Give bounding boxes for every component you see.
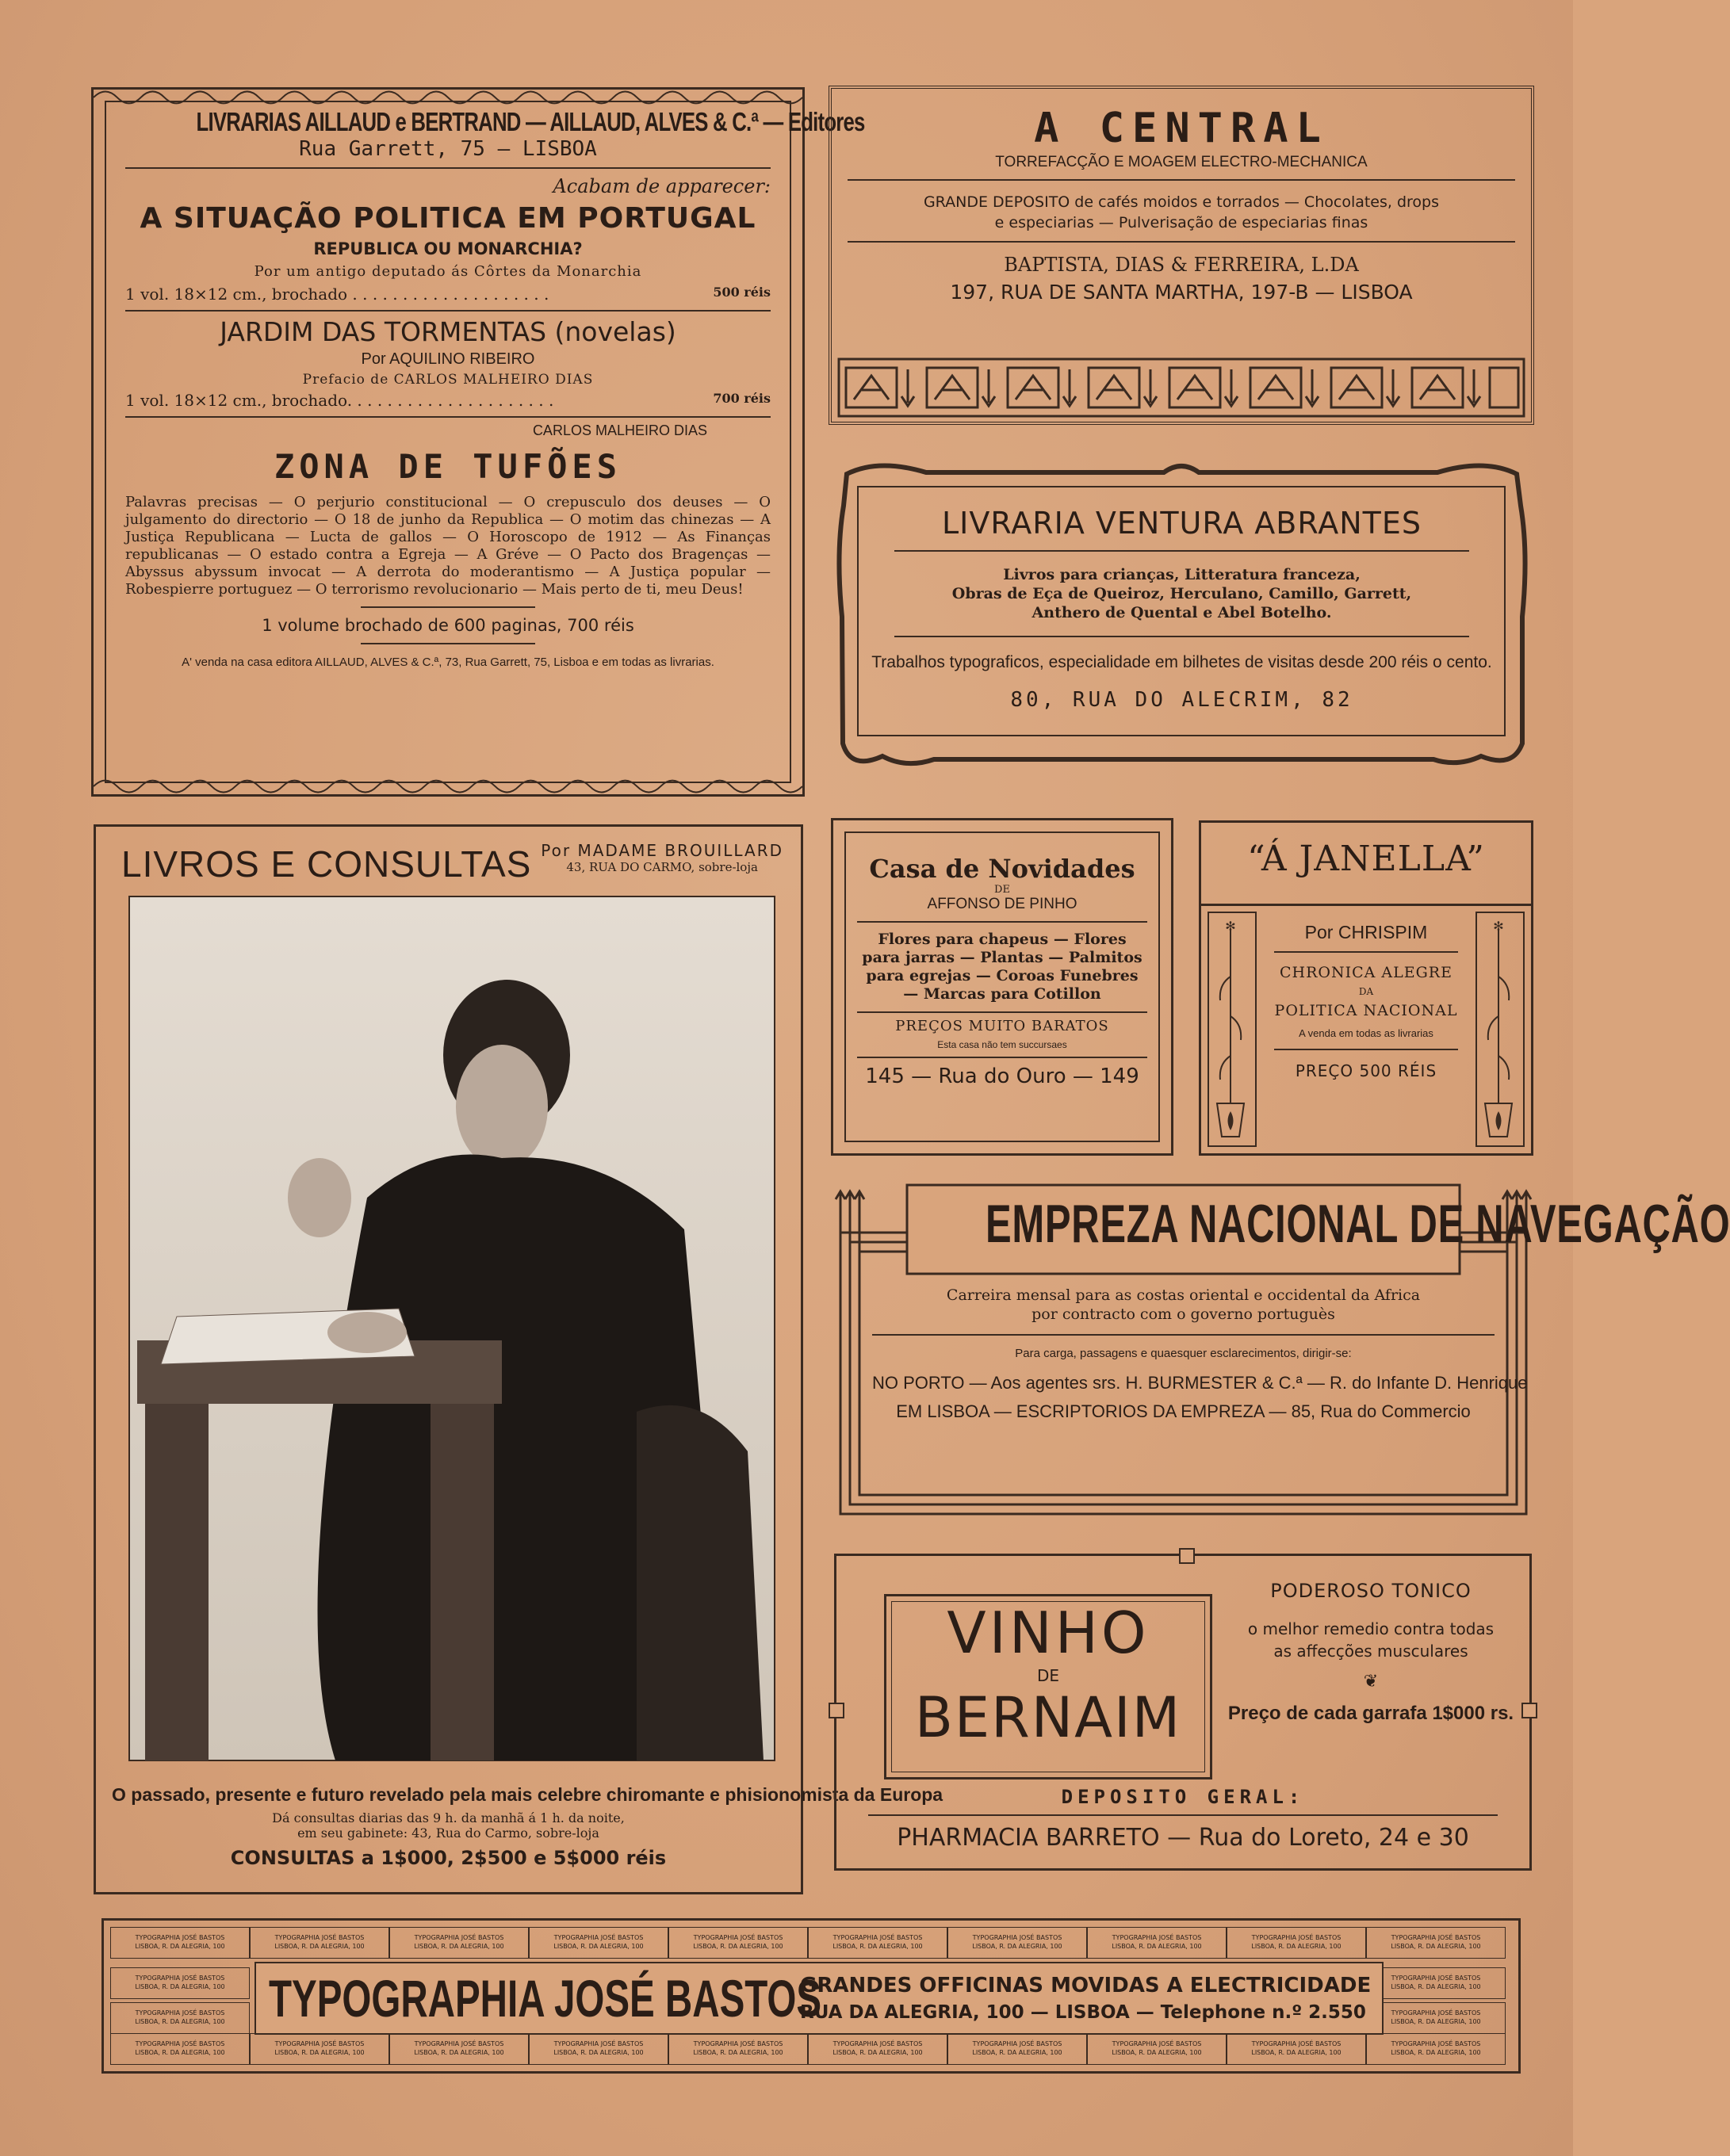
- typo-tile: [1227, 1927, 1366, 1959]
- flower-icon: [1209, 913, 1252, 1143]
- typo-tile-address: LISBOA, R. DA ALEGRIA, 100: [1391, 1982, 1481, 1990]
- typo-tile-name: TYPOGRAPHIA JOSÉ BASTOS: [693, 2040, 783, 2047]
- vinho-bernaim: BERNAIM: [914, 1685, 1182, 1750]
- typo-tile: [1366, 1967, 1506, 1999]
- typo-tile-address: LISBOA, R. DA ALEGRIA, 100: [553, 2049, 644, 2056]
- typo-tile-address: LISBOA, R. DA ALEGRIA, 100: [135, 2018, 225, 2026]
- vinho-de: DE: [1036, 1666, 1060, 1685]
- empreza-porto: NO PORTO — Aos agentes srs. H. BURMESTER & C.ª — R. do Infante D. Henrique: [872, 1373, 1528, 1393]
- typo-tile-name: TYPOGRAPHIA JOSÉ BASTOS: [972, 2040, 1062, 2047]
- ad-livrarias-aillaud: [91, 87, 865, 797]
- typo-tile-name: TYPOGRAPHIA JOSÉ BASTOS: [1391, 1934, 1481, 1941]
- book2-format: 1 vol. 18×12 cm., brochado. . . . . . . . . . . . . . . . . . . . .: [125, 391, 554, 410]
- janella-line-3: POLITICA NACIONAL: [1274, 1002, 1458, 1019]
- typo-tile-name: TYPOGRAPHIA JOSÉ BASTOS: [274, 1934, 365, 1941]
- typo-tile: [947, 1927, 1087, 1959]
- typo-tile-address: LISBOA, R. DA ALEGRIA, 100: [135, 1982, 225, 1990]
- typo-tile-name: TYPOGRAPHIA JOSÉ BASTOS: [1251, 2040, 1342, 2047]
- corner-ornament: [1521, 1703, 1537, 1718]
- livrarias-address: Rua Garrett, 75 — LISBOA: [299, 137, 597, 161]
- book1-format: 1 vol. 18×12 cm., brochado . . . . . . . . . . . . . . . . . . . .: [125, 285, 549, 304]
- typo-tile: [250, 2033, 389, 2065]
- janella-title: “Á JANELLA”: [1247, 839, 1485, 879]
- book1-subtitle: REPUBLICA OU MONARCHIA?: [313, 239, 583, 258]
- novidades-address: 145 — Rua do Ouro — 149: [865, 1065, 1139, 1088]
- central-desc-2: e especiarias — Pulverisação de especiarias finas: [994, 214, 1368, 231]
- typo-tile-name: TYPOGRAPHIA JOSÉ BASTOS: [1251, 1934, 1342, 1941]
- consultas-address: 43, RUA DO CARMO, sobre-loja: [566, 860, 758, 874]
- book2-price: 700 réis: [713, 391, 771, 406]
- typo-tile-address: LISBOA, R. DA ALEGRIA, 100: [135, 1943, 225, 1950]
- vinho-logo-frame: [884, 1594, 1212, 1779]
- typo-tile: [808, 1927, 947, 1959]
- central-ornament-band: [838, 358, 1525, 417]
- typo-tile-name: TYPOGRAPHIA JOSÉ BASTOS: [1112, 2040, 1202, 2047]
- typo-name: TYPOGRAPHIA JOSÉ BASTOS: [269, 1969, 822, 2028]
- typo-tile-address: LISBOA, R. DA ALEGRIA, 100: [1112, 2049, 1202, 2056]
- vinho-remedy-2: as affecções musculares: [1273, 1642, 1468, 1661]
- corner-ornament: [829, 1703, 844, 1718]
- typo-tile: [389, 1927, 529, 1959]
- typo-tile-name: TYPOGRAPHIA JOSÉ BASTOS: [274, 2040, 365, 2047]
- ad-livros-consultas: [94, 824, 943, 1894]
- vinho-pharmacy: PHARMACIA BARRETO — Rua do Loreto, 24 e 30: [897, 1824, 1469, 1852]
- central-firm: BAPTISTA, DIAS & FERREIRA, L.DA: [1004, 254, 1359, 276]
- vinho-remedy-1: o melhor remedio contra todas: [1247, 1619, 1495, 1638]
- ventura-address: 80, RUA DO ALECRIM, 82: [1010, 688, 1353, 712]
- janella-sale: A venda em todas as livrarias: [1299, 1027, 1433, 1039]
- janella-line-1: CHRONICA ALEGRE: [1280, 964, 1453, 981]
- typo-tile-name: TYPOGRAPHIA JOSÉ BASTOS: [553, 2040, 644, 2047]
- ventura-content: [863, 506, 1501, 712]
- typo-tile: [1366, 1927, 1506, 1959]
- typo-tile: [389, 2033, 529, 2065]
- novidades-title: Casa de Novidades: [869, 854, 1135, 884]
- book3-author: CARLOS MALHEIRO DIAS: [532, 422, 707, 438]
- typo-tile-address: LISBOA, R. DA ALEGRIA, 100: [832, 2049, 923, 2056]
- typo-tile-name: TYPOGRAPHIA JOSÉ BASTOS: [972, 1934, 1062, 1941]
- ventura-title: LIVRARIA VENTURA ABRANTES: [941, 506, 1422, 541]
- typo-tile: [1087, 2033, 1227, 2065]
- livrarias-header: LIVRARIAS AILLAUD e BERTRAND — AILLAUD, ALVES & C.ª — Editores: [196, 107, 865, 136]
- typo-tile: [1227, 2033, 1366, 2065]
- novidades-note: Esta casa não tem succursaes: [937, 1039, 1067, 1050]
- ventura-line-1: Livros para crianças, Litteratura franceza,: [1003, 566, 1361, 583]
- typo-tile-name: TYPOGRAPHIA JOSÉ BASTOS: [832, 2040, 923, 2047]
- typo-tile-address: LISBOA, R. DA ALEGRIA, 100: [1112, 1943, 1202, 1950]
- typo-tile-address: LISBOA, R. DA ALEGRIA, 100: [693, 2049, 783, 2056]
- typo-tile-address: LISBOA, R. DA ALEGRIA, 100: [693, 1943, 783, 1950]
- central-subtitle: TORREFACÇÃO E MOAGEM ELECTRO-MECHANICA: [995, 154, 1368, 170]
- typo-tile-name: TYPOGRAPHIA JOSÉ BASTOS: [414, 1934, 504, 1941]
- typo-tile-name: TYPOGRAPHIA JOSÉ BASTOS: [135, 2040, 225, 2047]
- janella-right-ornament: [1475, 912, 1525, 1147]
- corner-ornament: [1179, 1548, 1195, 1564]
- typo-tile: [947, 2033, 1087, 2065]
- typo-tile: [808, 2033, 947, 2065]
- book1-price: 500 réis: [713, 285, 771, 300]
- empreza-info: Para carga, passagens e quaesquer esclarecimentos, dirigir-se:: [1015, 1347, 1352, 1360]
- ad-a-janella: [1199, 820, 1533, 1156]
- consultas-hours-2: em seu gabinete: 43, Rua do Carmo, sobre-loja: [297, 1825, 599, 1841]
- typo-tile-address: LISBOA, R. DA ALEGRIA, 100: [1391, 1943, 1481, 1950]
- typo-tile: [668, 2033, 808, 2065]
- central-desc-1: GRANDE DEPOSITO de cafés moidos e torrados — Chocolates, drops: [923, 193, 1440, 211]
- janella-price: PREÇO 500 RÉIS: [1295, 1061, 1437, 1080]
- typo-tile-address: LISBOA, R. DA ALEGRIA, 100: [972, 1943, 1062, 1950]
- consultas-hours-1: Dá consultas diarias das 9 h. da manhã á 1 h. da noite,: [272, 1810, 625, 1825]
- typo-tile-name: TYPOGRAPHIA JOSÉ BASTOS: [1112, 1934, 1202, 1941]
- typo-tile-address: LISBOA, R. DA ALEGRIA, 100: [1251, 1943, 1342, 1950]
- vinho-deposit: DEPOSITO GERAL:: [1061, 1786, 1305, 1808]
- empreza-lisboa: EM LISBOA — ESCRIPTORIOS DA EMPREZA — 85, Rua do Commercio: [896, 1401, 1471, 1421]
- vinho-title: VINHO: [947, 1600, 1150, 1666]
- typo-tile-address: LISBOA, R. DA ALEGRIA, 100: [553, 1943, 644, 1950]
- typo-tile: [110, 2033, 250, 2065]
- novidades-items: Flores para chapeus — Flores para jarras — Plantas — Palmitos para egrejas — Coroas Funebres — Marcas para Cotillon: [862, 931, 1142, 1003]
- consultas-caption: O passado, presente e futuro revelado pela mais celebre chiromante e phisionomista da Europa: [112, 1784, 943, 1805]
- typo-tile: [110, 1967, 250, 1999]
- typo-tile-address: LISBOA, R. DA ALEGRIA, 100: [274, 1943, 365, 1950]
- acabam-label: Acabam de apparecer:: [553, 175, 771, 197]
- book2-format-row: [125, 391, 771, 410]
- janella-author: Por CHRISPIM: [1304, 922, 1428, 942]
- novidades-de: DE: [994, 884, 1010, 896]
- book3-volume: 1 volume brochado de 600 paginas, 700 réis: [262, 616, 634, 635]
- typo-line-1: GRANDES OFFICINAS MOVIDAS A ELECTRICIDADE: [800, 1974, 1372, 1997]
- typo-tile-address: LISBOA, R. DA ALEGRIA, 100: [414, 1943, 504, 1950]
- typo-tile-address: LISBOA, R. DA ALEGRIA, 100: [1391, 2018, 1481, 2026]
- vinho-price: Preço de cada garrafa 1$000 rs.: [1227, 1703, 1514, 1724]
- book2-title: JARDIM DAS TORMENTAS (novelas): [220, 316, 676, 347]
- consultas-by: Por MADAME BROUILLARD: [541, 841, 783, 860]
- consultas-title: LIVROS E CONSULTAS: [121, 843, 532, 885]
- typo-tile: [529, 2033, 668, 2065]
- ad-empreza-navegacao: [832, 1185, 1730, 1526]
- typo-tile-name: TYPOGRAPHIA JOSÉ BASTOS: [1391, 2009, 1481, 2017]
- typo-tile: [668, 1927, 808, 1959]
- book2-preface: Prefacio de CARLOS MALHEIRO DIAS: [302, 372, 594, 388]
- consultas-prices: CONSULTAS a 1$000, 2$500 e 5$000 réis: [230, 1847, 667, 1869]
- typo-tile: [529, 1927, 668, 1959]
- typo-tile-name: TYPOGRAPHIA JOSÉ BASTOS: [135, 1974, 225, 1982]
- central-address: 197, RUA DE SANTA MARTHA, 197-B — LISBOA: [950, 281, 1413, 304]
- typo-line-2: RUA DA ALEGRIA, 100 — LISBOA — Telephone n.º 2.550: [800, 2002, 1366, 2023]
- janella-line-2: DA: [1358, 986, 1374, 997]
- typo-tile: [1366, 2002, 1506, 2034]
- empreza-line-2: por contracto com o governo portuguès: [1031, 1305, 1335, 1323]
- ventura-services: Trabalhos typograficos, especialidade em bilhetes de visitas desde 200 réis o cento.: [871, 653, 1492, 671]
- typo-tile-name: TYPOGRAPHIA JOSÉ BASTOS: [553, 1934, 644, 1941]
- novidades-prices: PREÇOS MUITO BARATOS: [895, 1018, 1109, 1034]
- typo-tile-name: TYPOGRAPHIA JOSÉ BASTOS: [832, 1934, 923, 1941]
- typo-tile-name: TYPOGRAPHIA JOSÉ BASTOS: [693, 1934, 783, 1941]
- flower-icon: [1477, 913, 1520, 1143]
- novidades-owner: AFFONSO DE PINHO: [927, 896, 1077, 912]
- svg-text:✻: ✻: [1493, 919, 1504, 934]
- typo-tile-address: LISBOA, R. DA ALEGRIA, 100: [972, 2049, 1062, 2056]
- book3-description: Palavras precisas — O perjurio constitucional — O crepusculo dos deuses — O julgamento do directorio — O 18 de junho da Republica — O motim das chinezas — A Justiça Republicana — Lucta de gallos — O Horoscopo de 1912 — As Finanças republicanas — O estado contra a Egreja — A Gréve — O Pacto dos Bragenças — Abyssus abyssum invocat — A derrota do moderantismo — A Justiça popular — Robespierre portuguez — O terrorismo revolucionario — Mais perto de ti, meu Deus!: [125, 494, 771, 598]
- typo-tile: [1366, 2033, 1506, 2065]
- typo-tile-address: LISBOA, R. DA ALEGRIA, 100: [832, 1943, 923, 1950]
- ad-typographia-jose-bastos: [101, 1918, 1521, 2074]
- livrarias-footer: A' venda na casa editora AILLAUD, ALVES & C.ª, 73, Rua Garrett, 75, Lisboa e em todas as livrarias.: [182, 656, 714, 669]
- book1-author: Por um antigo deputado ás Côrtes da Monarchia: [254, 263, 642, 280]
- ad-casa-novidades: [831, 818, 1173, 1156]
- typo-tile-name: TYPOGRAPHIA JOSÉ BASTOS: [414, 2040, 504, 2047]
- madame-portrait-photo: [129, 896, 775, 1760]
- typo-tile-name: TYPOGRAPHIA JOSÉ BASTOS: [1391, 1974, 1481, 1982]
- ad-livraria-ventura: [831, 458, 1533, 787]
- typo-tile: [110, 2002, 250, 2034]
- typo-tile-address: LISBOA, R. DA ALEGRIA, 100: [1391, 2049, 1481, 2056]
- typo-tile: [110, 1927, 250, 1959]
- ad-vinho-bernaim: [834, 1554, 1532, 1871]
- typo-tile-address: LISBOA, R. DA ALEGRIA, 100: [135, 2049, 225, 2056]
- typo-tile-name: TYPOGRAPHIA JOSÉ BASTOS: [135, 2009, 225, 2017]
- svg-text:✻: ✻: [1225, 919, 1236, 934]
- book1-title: A SITUAÇÃO POLITICA EM PORTUGAL: [140, 202, 756, 235]
- ad-a-central: [829, 86, 1534, 425]
- typo-tile-address: LISBOA, R. DA ALEGRIA, 100: [1251, 2049, 1342, 2056]
- typo-tile-name: TYPOGRAPHIA JOSÉ BASTOS: [135, 1934, 225, 1941]
- ventura-line-3: Anthero de Quental e Abel Botelho.: [1031, 604, 1332, 621]
- typo-tile-address: LISBOA, R. DA ALEGRIA, 100: [274, 2049, 365, 2056]
- ventura-line-2: Obras de Eça de Queiroz, Herculano, Camillo, Garrett,: [951, 585, 1412, 602]
- typo-tile: [1087, 1927, 1227, 1959]
- book2-author: Por AQUILINO RIBEIRO: [361, 350, 535, 368]
- vinho-tonic: PODEROSO TONICO: [1270, 1580, 1472, 1602]
- typo-tile-name: TYPOGRAPHIA JOSÉ BASTOS: [1391, 2040, 1481, 2047]
- typo-center-panel: [255, 1962, 1384, 2035]
- empreza-line-1: Carreira mensal para as costas oriental e occidental da Africa: [946, 1286, 1421, 1304]
- typo-tile-address: LISBOA, R. DA ALEGRIA, 100: [414, 2049, 504, 2056]
- empreza-title: EMPREZA NACIONAL DE NAVEGAÇÃO: [986, 1194, 1730, 1254]
- central-title: A CENTRAL: [1034, 105, 1329, 152]
- fleuron-icon: ❦: [1363, 1672, 1379, 1692]
- book3-title: ZONA DE TUFÕES: [274, 447, 622, 486]
- janella-left-ornament: [1208, 912, 1257, 1147]
- book1-format-row: [125, 285, 771, 304]
- livrarias-content: [125, 107, 865, 669]
- typo-tile: [250, 1927, 389, 1959]
